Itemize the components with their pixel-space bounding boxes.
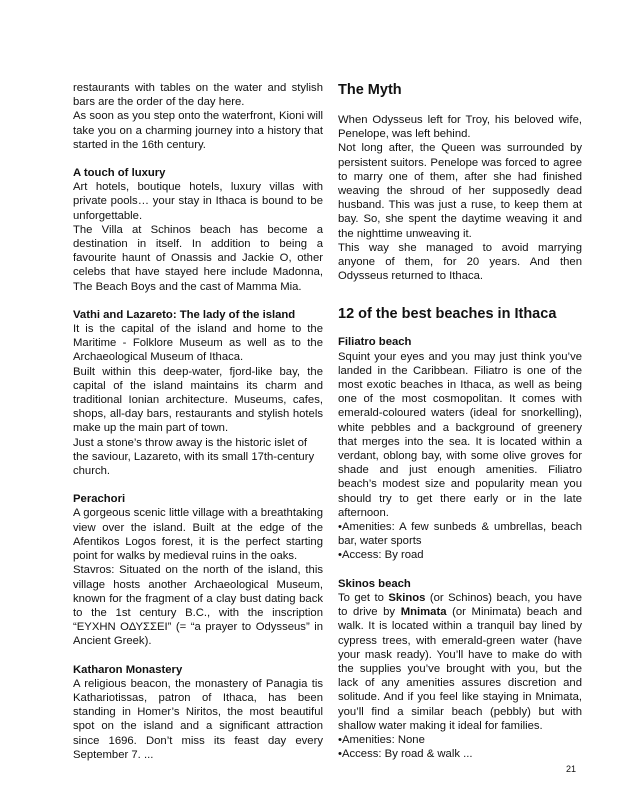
luxury-paragraph: The Villa at Schinos beach has become a destination in itself. In addition to being a favourite haunt of Onassis and Jackie O, other celebs that have stayed here include Madonna, The Beach Boys and the cast of Mamma Mia. xyxy=(73,223,323,293)
vathi-paragraph: It is the capital of the island and home to the Maritime - Folklore Museum as well as to the Archaeological Museum of Ithaca. xyxy=(73,323,323,364)
right-column xyxy=(338,81,582,761)
myth-paragraph: When Odysseus left for Troy, his beloved wife, Penelope, was left behind. xyxy=(338,114,582,141)
filiatro-paragraph: Squint your eyes and you may just think you’ve landed in the Caribbean. Filiatro is one of the most exotic beaches in Ithaca, as well as being one of the most cosmopolitan. It comes with emerald-coloured waters (ideal for snorkelling), white pebbles and a background of greenery that merges into the sea. It is located within a verdant, oblong bay, with some olive groves for shade and just enough amenities. Filiatro beach’s modest size and popularity mean you should try to get there early or in the late afternoon. xyxy=(338,350,582,519)
page-number: 21 xyxy=(566,764,577,774)
skinos-paragraph xyxy=(338,591,582,733)
myth-paragraph: Not long after, the Queen was surrounded by persistent suitors. Penelope was forced to agree to marry one of them, after she had finished weaving the shroud of her supposedly dead husband. This was just a ruse, to keep them at bay. So, she spent the daytime weaving it and the nighttime unweaving it. xyxy=(338,142,582,240)
intro-paragraph: As soon as you step onto the waterfront, Kioni will take you on a charming journey into a history that started in the 16th century. xyxy=(73,110,323,151)
vathi-paragraph: Just a stone’s throw away is the historic islet of the saviour, Lazareto, with its small 17th-century church. xyxy=(73,436,315,478)
perachori-paragraph: A gorgeous scenic little village with a breathtaking view over the island. Built at the edge of the Afentikos Logos forest, it is the perfect starting point for walks by medieval ruins in the oaks. xyxy=(73,507,323,563)
skinos-text: To get to xyxy=(338,591,389,604)
left-column xyxy=(73,81,323,762)
section-heading-vathi: Vathi and Lazareto: The lady of the island xyxy=(73,308,296,321)
beach-heading-filiatro: Filiatro beach xyxy=(338,336,412,349)
luxury-paragraph: Art hotels, boutique hotels, luxury villas with private pools… your stay in Ithaca is bound to be unforgettable. xyxy=(73,181,323,222)
perachori-paragraph: Stavros: Situated on the north of the island, this village hosts another Archaeological Museum, known for the fragment of a clay bust dating back to the 1st century B.C., with the inscription “ΕΥΧΗΝ ΟΔΥΣΣΕΙ” (= “a prayer to Odysseus” in Ancient Greek). xyxy=(73,564,323,648)
intro-paragraph: restaurants with tables on the water and stylish bars are the order of the day here. xyxy=(73,82,323,109)
vathi-paragraph: Built within this deep-water, fjord-like bay, the capital of the island maintains its charm and traditional Ionian architecture. Museums, cafes, shops, all-day bars, restaurants and stylish hotels make up the main part of town. xyxy=(73,365,323,435)
section-heading-beaches: 12 of the best beaches in Ithaca xyxy=(338,306,557,323)
skinos-amenities: • Amenities: None xyxy=(338,733,582,747)
skinos-bold-name: Skinos xyxy=(388,591,426,604)
beach-heading-skinos: Skinos beach xyxy=(338,577,411,590)
skinos-text: (or Minimata) beach and walk. It is located within a tranquil bay lined by cypress trees, with emerald-green water (have your mask ready). You’ll have to make do with the supplies you’ve brought with you, but the lack of any amenities assures discretion and solitude. And if you feel like staying in Mnimata, you’ll find a similar beach (pebbly) but with shallow water making it ideal for families. xyxy=(338,606,582,732)
filiatro-amenities: • Amenities: A few sunbeds & umbrellas, beach bar, water sports xyxy=(338,520,582,548)
section-heading-katharon: Katharon Monastery xyxy=(73,663,183,676)
katharon-paragraph: A religious beacon, the monastery of Panagia tis Kathariotissas, patron of Ithaca, has been standing in Homer’s Niritos, the most beautiful spot on the island and a significant attraction since 1696. Don’t miss its feast day every September 7. ... xyxy=(73,677,323,761)
section-heading-perachori: Perachori xyxy=(73,493,126,506)
section-heading-luxury: A touch of luxury xyxy=(73,167,166,180)
filiatro-access: • Access: By road xyxy=(338,548,582,562)
myth-paragraph: This way she managed to avoid marrying anyone of them, for 20 years. And then Odysseus returned to Ithaca. xyxy=(338,241,582,283)
mnimata-bold-name: Mnimata xyxy=(400,606,447,619)
section-heading-myth: The Myth xyxy=(338,82,402,98)
skinos-text: (or Schinos) beach, you have to drive by xyxy=(338,591,582,619)
skinos-access: • Access: By road & walk ... xyxy=(338,747,582,761)
